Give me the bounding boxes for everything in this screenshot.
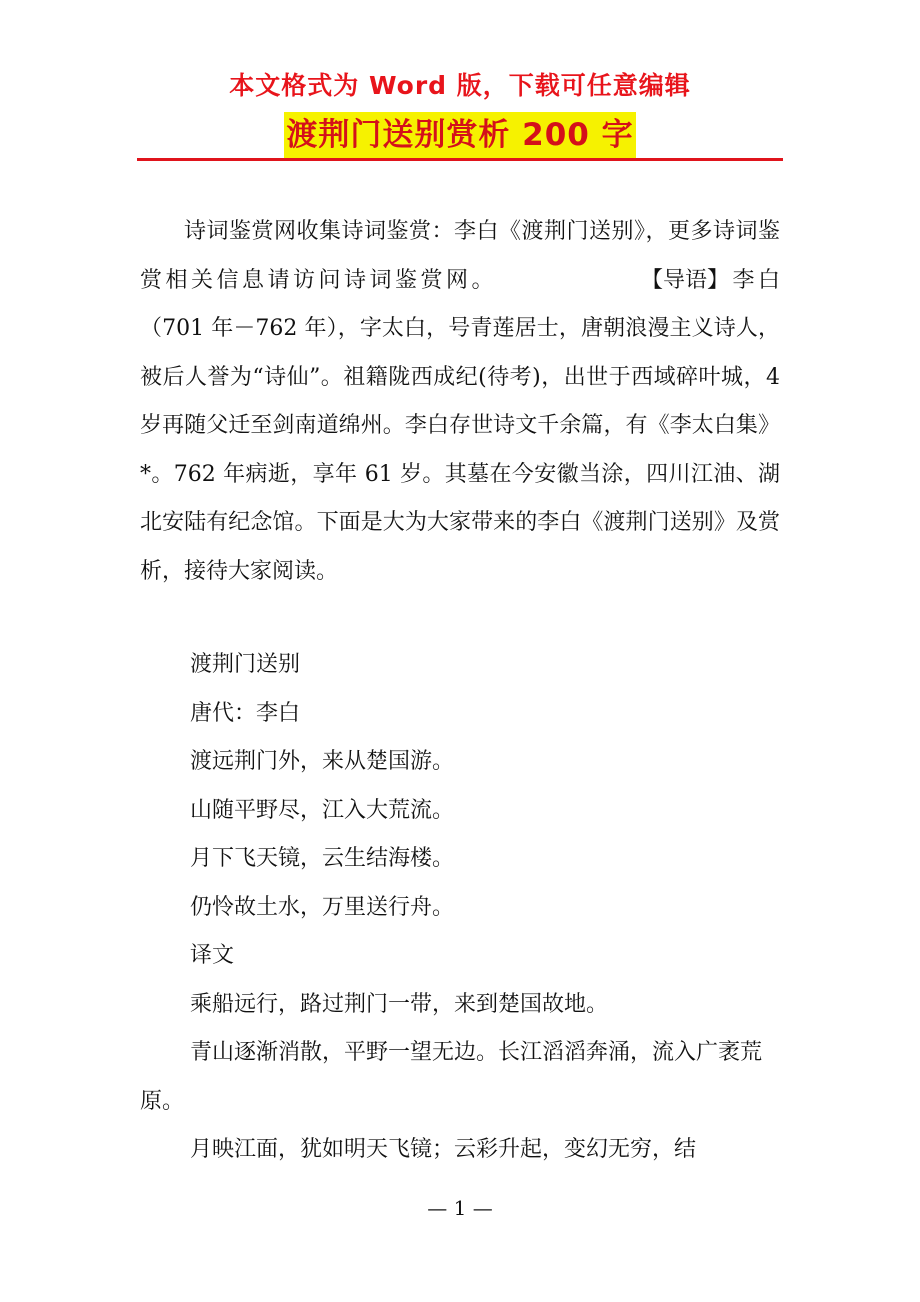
page-number: — 1 — bbox=[427, 1196, 493, 1220]
translation-heading: 译文 bbox=[190, 943, 235, 968]
format-notice: 本文格式为 Word 版，下载可任意编辑 bbox=[229, 71, 691, 100]
poem-line: 渡远荆门外，来从楚国游。 bbox=[190, 749, 455, 774]
poem-author: 唐代：李白 bbox=[190, 700, 301, 726]
translation-paragraph: 乘船远行，路过荆门一带，来到楚国故地。 bbox=[190, 991, 609, 1017]
poem-line: 月下飞天镜，云生结海楼。 bbox=[190, 846, 455, 871]
title-divider bbox=[137, 158, 783, 161]
document-title: 渡荆门送别赏析 200 字 bbox=[284, 112, 635, 158]
translation-paragraph: 月映江面，犹如明天飞镜；云彩升起，变幻无穷，结 bbox=[190, 1137, 697, 1162]
intro-text-part1: 诗词鉴赏网收集诗词鉴赏：李白《渡荆门送别》，更多诗词鉴赏相关信息请访问诗词鉴赏网。 bbox=[140, 219, 780, 293]
poem-section bbox=[140, 641, 780, 1175]
poem-line: 仍怜故土水，万里送行舟。 bbox=[190, 894, 455, 920]
translation-paragraph: 青山逐渐消散，平野一望无边。长江滔滔奔涌，流入广袤荒原。 bbox=[140, 1040, 763, 1114]
title-wrap bbox=[0, 112, 920, 163]
poem-title: 渡荆门送别 bbox=[190, 652, 301, 677]
intro-paragraph bbox=[140, 208, 780, 596]
poem-line: 山随平野尽，江入大荒流。 bbox=[190, 797, 455, 823]
lead-tag: 【导语】 bbox=[640, 267, 729, 293]
intro-text-part2: 李白（701 年－762 年），字太白，号青莲居士，唐朝浪漫主义诗人，被后人誉为“诗仙”。祖籍陇西成纪(待考)，出世于西域碎叶城，4 岁再随父迁至剑南道绵州。李白存世诗文千余篇，有《李太白集》*。762 年病逝，享年 61 岁。其墓在今安徽当涂，四川江油、湖北安陆有纪念馆。下面是大为大家带来的李白《渡荆门送别》及赏析，接待大家阅读。 bbox=[140, 267, 780, 584]
